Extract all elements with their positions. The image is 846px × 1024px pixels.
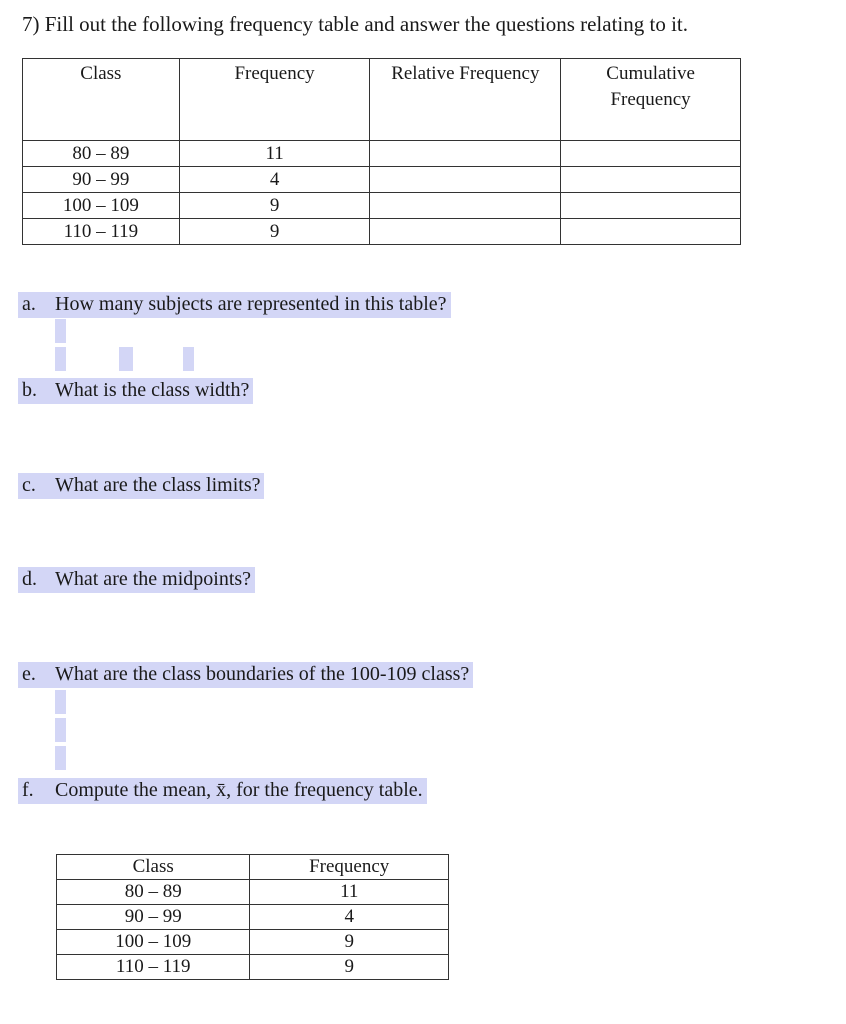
header-class: Class xyxy=(23,59,180,141)
table-row xyxy=(23,167,741,193)
class-cell: 110 – 119 xyxy=(23,219,180,245)
question-label: d. xyxy=(22,568,37,590)
class-cell: 90 – 99 xyxy=(57,905,250,930)
frequency-cell: 11 xyxy=(250,880,449,905)
question-e[interactable] xyxy=(18,662,473,688)
frequency-cell: 9 xyxy=(179,193,370,219)
table-row xyxy=(57,880,449,905)
table-header-row xyxy=(57,855,449,880)
question-label: e. xyxy=(22,663,36,685)
question-text: Compute the mean, x̄, for the frequency table. xyxy=(55,779,423,801)
relative-frequency-cell[interactable] xyxy=(370,141,561,167)
cumulative-frequency-cell[interactable] xyxy=(561,167,741,193)
selection-highlight xyxy=(55,690,66,714)
frequency-cell: 9 xyxy=(250,930,449,955)
relative-frequency-cell[interactable] xyxy=(370,219,561,245)
class-cell: 110 – 119 xyxy=(57,955,250,980)
class-cell: 80 – 89 xyxy=(23,141,180,167)
question-text: What are the midpoints? xyxy=(55,568,252,590)
selection-highlight xyxy=(55,347,66,371)
question-label: c. xyxy=(22,474,36,496)
problem-title: 7) Fill out the following frequency table and answer the questions relating to it. xyxy=(22,12,689,36)
selection-highlight xyxy=(55,718,66,742)
question-f[interactable] xyxy=(18,778,427,804)
question-text: How many subjects are represented in this table? xyxy=(55,293,447,315)
class-cell: 100 – 109 xyxy=(23,193,180,219)
cumulative-frequency-cell[interactable] xyxy=(561,193,741,219)
header-cumulative-frequency: Cumulative Frequency xyxy=(561,59,741,141)
question-label: a. xyxy=(22,293,36,315)
frequency-cell: 11 xyxy=(179,141,370,167)
frequency-table xyxy=(22,58,741,245)
question-b[interactable] xyxy=(18,378,253,404)
table-row xyxy=(23,193,741,219)
question-text: What are the class limits? xyxy=(55,474,261,496)
question-label: f. xyxy=(22,779,34,801)
question-text: What is the class width? xyxy=(55,379,250,401)
table-row xyxy=(57,955,449,980)
question-a[interactable] xyxy=(18,292,451,318)
frequency-cell: 9 xyxy=(250,955,449,980)
question-d[interactable] xyxy=(18,567,255,593)
table-row xyxy=(23,219,741,245)
class-cell: 90 – 99 xyxy=(23,167,180,193)
table-row xyxy=(57,905,449,930)
frequency-cell: 4 xyxy=(179,167,370,193)
class-cell: 80 – 89 xyxy=(57,880,250,905)
selection-highlight xyxy=(55,319,66,343)
table-row xyxy=(23,141,741,167)
relative-frequency-cell[interactable] xyxy=(370,193,561,219)
header-frequency: Frequency xyxy=(250,855,449,880)
selection-highlight xyxy=(55,746,66,770)
cumulative-frequency-cell[interactable] xyxy=(561,141,741,167)
class-cell: 100 – 109 xyxy=(57,930,250,955)
frequency-cell: 4 xyxy=(250,905,449,930)
question-c[interactable] xyxy=(18,473,264,499)
frequency-cell: 9 xyxy=(179,219,370,245)
selection-highlight xyxy=(119,347,133,371)
question-text: What are the class boundaries of the 100-109 class? xyxy=(55,663,470,685)
table-header-row xyxy=(23,59,741,141)
header-class: Class xyxy=(57,855,250,880)
header-frequency: Frequency xyxy=(179,59,370,141)
frequency-table-compact xyxy=(56,854,449,980)
header-relative-frequency: Relative Frequency xyxy=(370,59,561,141)
question-label: b. xyxy=(22,379,37,401)
table-row xyxy=(57,930,449,955)
relative-frequency-cell[interactable] xyxy=(370,167,561,193)
cumulative-frequency-cell[interactable] xyxy=(561,219,741,245)
selection-highlight xyxy=(183,347,194,371)
